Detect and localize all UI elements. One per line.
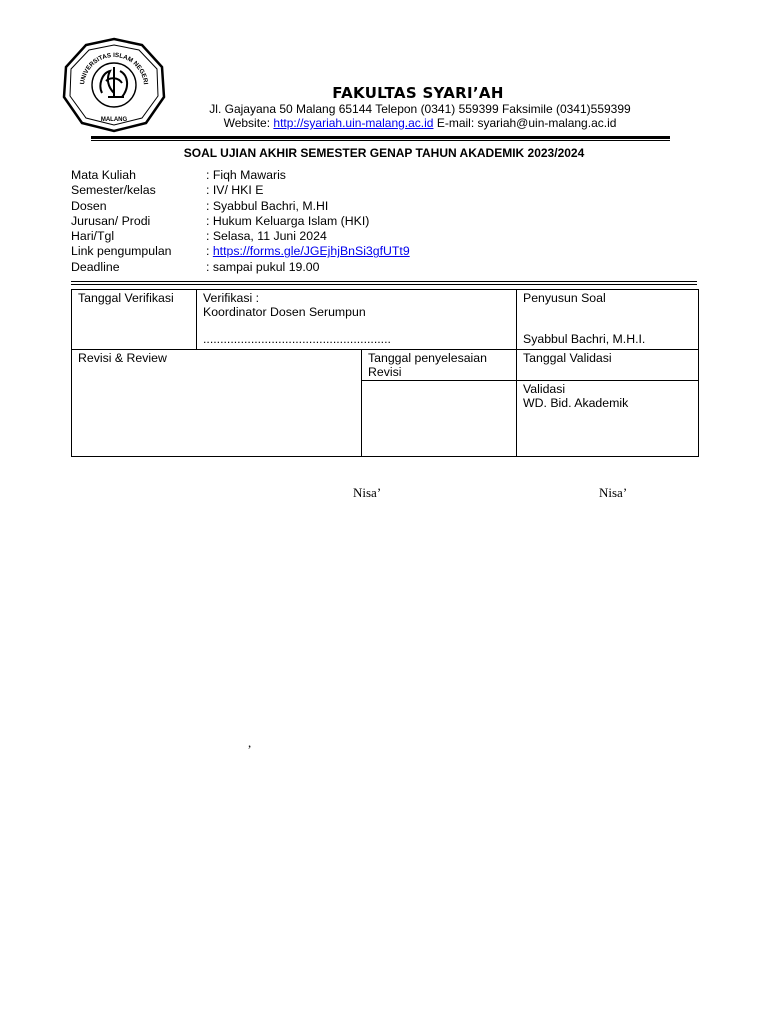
info-value: : sampai pukul 19.00 [206,259,320,274]
info-label: Deadline [71,259,120,274]
info-label: Jurusan/ Prodi [71,213,151,228]
info-value: : Fiqh Mawaris [206,168,286,182]
stray-mark: , [248,735,252,750]
info-value: : Syabbul Bachri, M.HI [206,198,329,213]
tanggal-validasi-cell [517,350,699,381]
header-divider [91,136,670,139]
validasi-cell [517,381,699,457]
header-divider-thin [91,140,670,141]
signature-right: Nisa’ [599,485,628,500]
tanggal-verifikasi-label: Tanggal Verifikasi [78,291,174,305]
section-divider-2 [71,284,697,285]
info-value: : Hukum Keluarga Islam (HKI) [206,213,370,228]
validasi-label: Validasi [523,382,566,396]
info-value: : Selasa, 11 Juni 2024 [206,229,327,244]
signature-left: Nisa’ [353,485,382,500]
submission-link[interactable]: https://forms.gle/JGEjhjBnSi3gfUTt9 [212,244,410,259]
faculty-name: FAKULTAS SYARI’AH [332,84,504,102]
info-label: Hari/Tgl [71,229,115,244]
tanggal-validasi-label: Tanggal Validasi [523,351,612,365]
website-line [160,116,680,130]
info-label: Semester/kelas [71,183,156,198]
section-divider [71,281,697,282]
logo-text-bottom: MALANG [100,117,128,123]
info-label: Dosen [71,198,107,213]
penyusun-cell [517,290,699,350]
empty-cell [362,381,517,457]
penyusun-label: Penyusun Soal [523,291,606,305]
koordinator-label: Koordinator Dosen Serumpun [203,305,366,319]
address: Jl. Gajayana 50 Malang 65144 Telepon (0341) 559399 Faksimile (0341)559399 [209,102,631,116]
website-link[interactable]: http://syariah.uin-malang.ac.id [273,116,434,130]
info-label: Mata Kuliah [71,168,136,182]
email-text: E-mail: syariah@uin-malang.ac.id [436,116,617,130]
info-value-link-wrap [206,244,410,259]
signature-dots: ....................................................... [203,332,391,346]
verifikasi-label: Verifikasi : [203,291,260,305]
wd-label: WD. Bid. Akademik [523,396,629,410]
revisi-review-label: Revisi & Review [78,351,167,365]
faculty-name-wrap [0,84,768,103]
tanggal-penyelesaian-label: Tanggal penyelesaian Revisi [368,351,487,379]
info-value: : IV/ HKI E [206,183,264,198]
website-label: Website: [223,116,271,130]
tanggal-penyelesaian-cell [362,350,517,381]
penyusun-name: Syabbul Bachri, M.H.I. [523,332,646,346]
exam-title: SOAL UJIAN AKHIR SEMESTER GENAP TAHUN AKADEMIK 2023/2024 [183,146,585,160]
info-label: Link pengumpulan [71,244,172,259]
logo-text-top: UNIVERSITAS ISLAM NEGERI [79,51,149,85]
info-value: : [206,244,213,259]
verifikasi-cell [197,290,517,350]
tanggal-verifikasi-cell [72,290,197,350]
revisi-review-cell [72,350,362,457]
verification-table [71,289,699,457]
